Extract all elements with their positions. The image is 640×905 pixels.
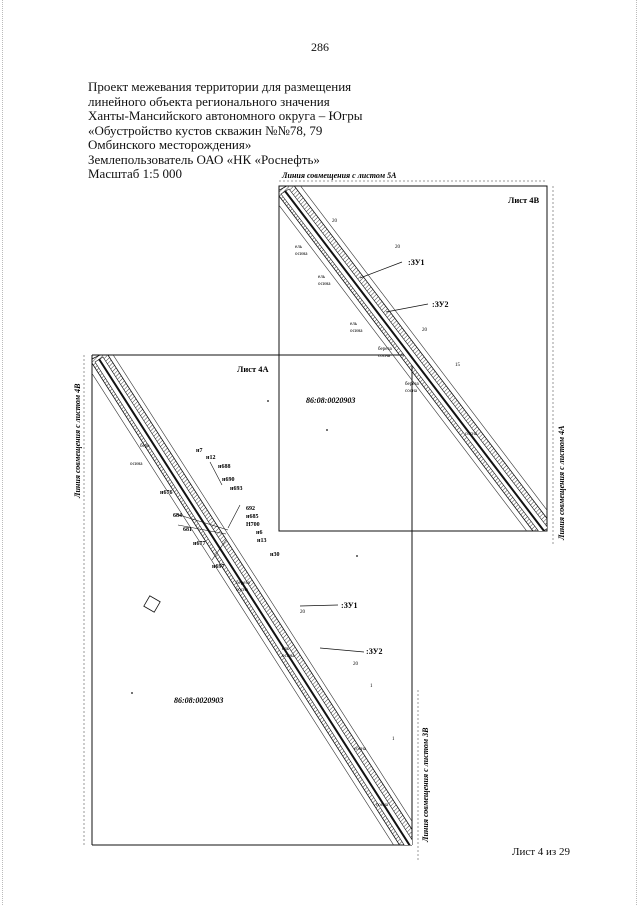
point-label: н685 <box>246 514 259 520</box>
point-label: н690 <box>222 477 235 483</box>
point-label: н6 <box>256 530 263 536</box>
point-label: н12 <box>206 455 216 461</box>
sheet-4b <box>272 180 556 545</box>
point-label: Н700 <box>246 522 260 528</box>
point-label: н688 <box>218 464 231 470</box>
svg-text:сосна: сосна <box>236 588 248 593</box>
point-label: н693 <box>230 486 243 492</box>
sheet-4a-match-right-label: Линия совмещения с листом 3В <box>421 727 430 842</box>
svg-text:ель: ель <box>282 647 289 652</box>
svg-text:береза: береза <box>378 347 392 352</box>
svg-text:20: 20 <box>332 219 337 224</box>
point-label: н697 <box>212 564 225 570</box>
title-line-4: «Обустройство кустов скважин №№78, 79 <box>88 122 323 138</box>
sheet-4a-title: Лист 4А <box>237 364 269 374</box>
sheet-4a-corridor <box>86 350 424 855</box>
sheet-4b-zu2: :ЗУ2 <box>432 300 449 309</box>
sheet-counter: Лист 4 из 29 <box>512 846 571 858</box>
svg-text:сосна: сосна <box>376 803 388 808</box>
title-line-6: Землепользователь ОАО «НК «Роснефть» <box>88 151 320 167</box>
svg-text:ель: ель <box>350 322 357 327</box>
point-label: н676 <box>160 490 173 496</box>
svg-text:береза: береза <box>405 382 419 387</box>
sheet-4a-cadastral: 86:08:0020903 <box>174 696 224 705</box>
sheet-4b-title: Лист 4В <box>508 195 540 205</box>
title-line-2: линейного объекта регионального значения <box>88 93 330 109</box>
svg-text:сосна: сосна <box>465 432 477 437</box>
svg-text:20: 20 <box>300 610 305 615</box>
svg-text:бере: бере <box>140 444 150 449</box>
point-label: 692 <box>246 506 255 512</box>
sheet-4a <box>84 350 424 860</box>
point-label: н30 <box>270 552 280 558</box>
svg-text:1: 1 <box>370 684 373 689</box>
title-line-1: Проект межевания территории для размещения <box>88 79 352 94</box>
point-label: 684 <box>173 513 182 519</box>
svg-text:осина: осина <box>130 462 143 467</box>
scale-label: Масштаб 1:5 000 <box>88 166 182 181</box>
sheet-4b-cadastral: 86:08:0020903 <box>306 396 356 405</box>
svg-text:сосна: сосна <box>378 354 390 359</box>
page-number: 286 <box>311 40 329 54</box>
svg-text:осина: осина <box>318 282 331 287</box>
sheet-4b-match-top-label: Линия совмещения с листом 5А <box>282 171 397 180</box>
svg-text:осина: осина <box>295 252 308 257</box>
svg-text:береза: береза <box>236 581 250 586</box>
parcel-square <box>144 596 160 612</box>
svg-text:осина: осина <box>282 654 295 659</box>
sheet-4b-corridor <box>272 180 556 538</box>
title-line-5: Омбинского месторождения» <box>88 137 252 152</box>
svg-text:сосна: сосна <box>405 389 417 394</box>
svg-text:1: 1 <box>392 737 395 742</box>
sheet-4b-match-right-label: Линия совмещения с листом 4А <box>557 425 566 540</box>
svg-text:сосна: сосна <box>354 747 366 752</box>
title-line-3: Ханты-Мансийского автономного округа – Югры <box>88 108 363 123</box>
svg-text:ель: ель <box>295 245 302 250</box>
svg-text:15: 15 <box>455 363 460 368</box>
point-label: н677 <box>193 541 206 547</box>
point-label: н13 <box>257 538 267 544</box>
point-label: 681 <box>183 527 192 533</box>
svg-text:осина: осина <box>350 329 363 334</box>
svg-text:20: 20 <box>395 245 400 250</box>
point-label: н7 <box>196 448 203 454</box>
svg-text:20: 20 <box>422 328 427 333</box>
sheet-4a-zu1: :ЗУ1 <box>341 601 358 610</box>
sheet-4a-match-left-label: Линия совмещения с листом 4В <box>73 383 82 498</box>
svg-text:20: 20 <box>353 662 358 667</box>
svg-text:ель: ель <box>318 275 325 280</box>
sheet-4b-zu1: :ЗУ1 <box>408 258 425 267</box>
sheet-4a-zu2: :ЗУ2 <box>366 647 383 656</box>
